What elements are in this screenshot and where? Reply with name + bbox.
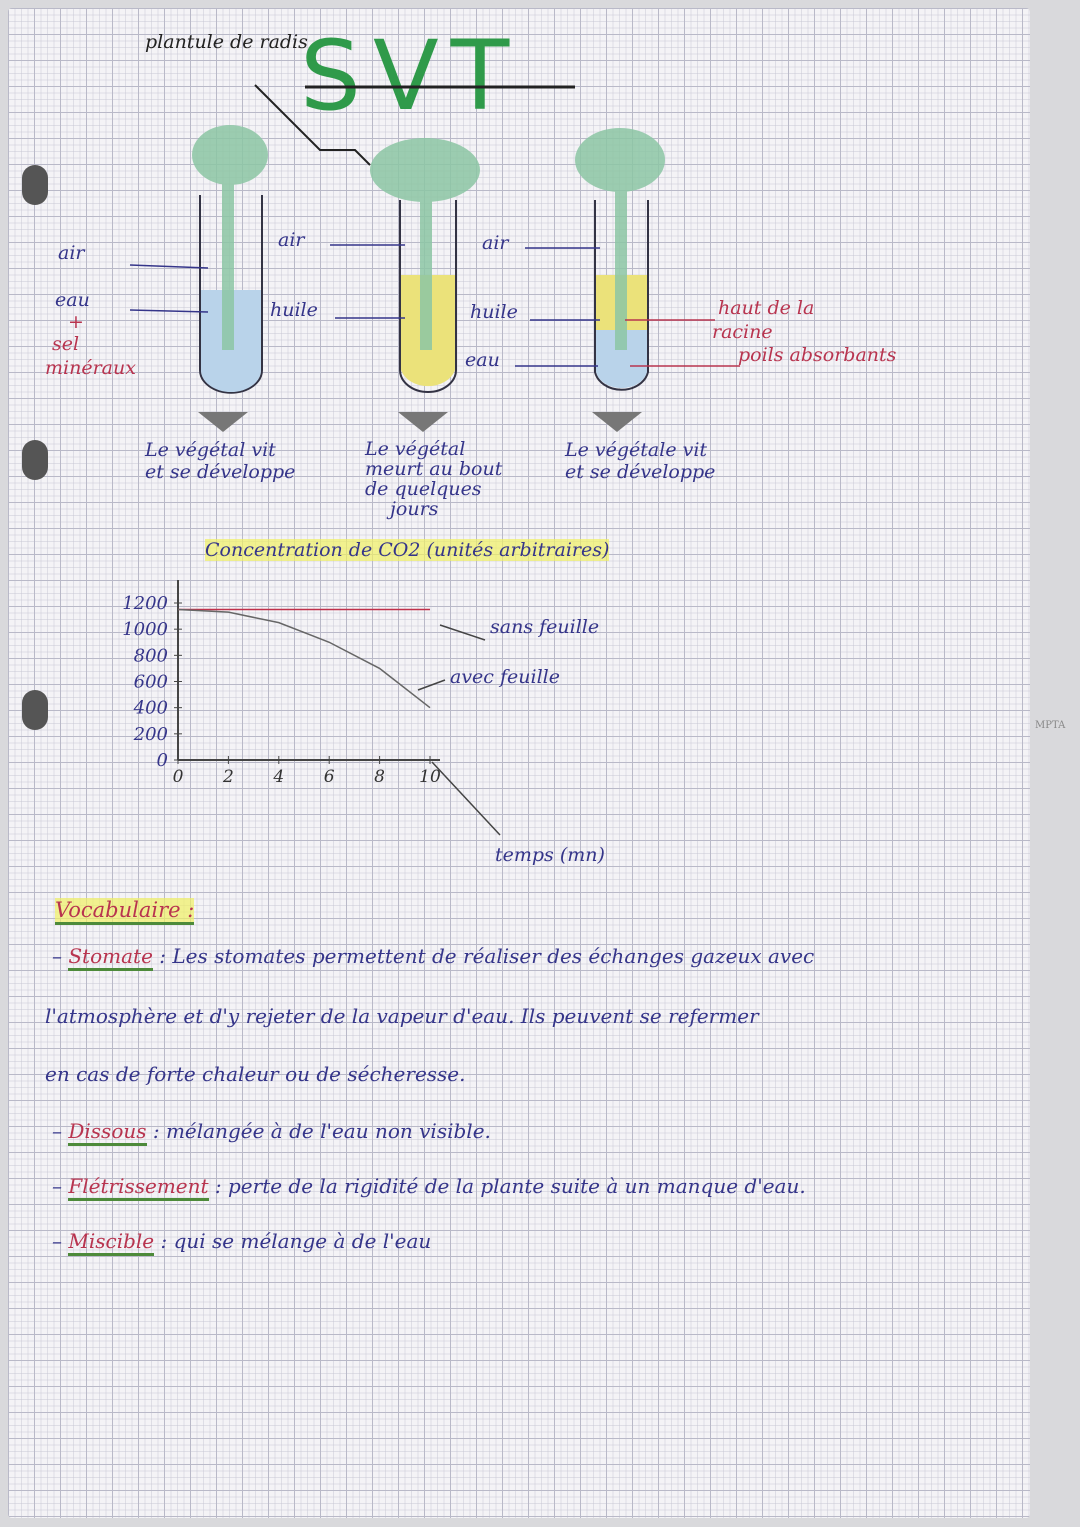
- label-haut-racine: haut de la: [718, 297, 815, 319]
- legend-pointer: [418, 680, 445, 690]
- x-tick-label: 4: [273, 767, 285, 787]
- label-plus: +: [68, 311, 84, 333]
- x-tick-label: 6: [323, 767, 335, 787]
- legend-avec-feuille: avec feuille: [450, 666, 560, 688]
- vocab-line: – Miscible : qui se mélange à de l'eau: [52, 1230, 431, 1253]
- label-huile: huile: [270, 299, 318, 321]
- vocab-definition: qui se mélange à de l'eau: [173, 1229, 432, 1253]
- legend-sans-feuille: sans feuille: [490, 616, 600, 638]
- vocab-definition: mélangée à de l'eau non visible.: [165, 1119, 491, 1143]
- vocab-term: Stomate: [68, 944, 153, 971]
- y-tick-label: 800: [133, 645, 168, 667]
- caption-tube-3: Le végétale vit et se développe: [565, 439, 716, 483]
- vocab-term: Dissous: [68, 1119, 146, 1146]
- y-tick-label: 1000: [122, 619, 168, 641]
- vocab-line: l'atmosphère et d'y rejeter de la vapeur d'eau. Ils peuvent se refermer: [45, 1004, 759, 1028]
- label-poils-absorbants: poils absorbants: [738, 344, 897, 366]
- vocab-term: Flétrissement: [68, 1174, 208, 1201]
- x-tick-label: 10: [419, 767, 441, 787]
- chart-title: Concentration de CO2 (unités arbitraires): [205, 539, 610, 561]
- series-line-avec-feuille: [178, 610, 430, 708]
- y-tick-label: 1200: [122, 593, 168, 614]
- label-air: air: [482, 232, 509, 254]
- vocab-definition: perte de la rigidité de la plante suite à un manque d'eau.: [228, 1174, 806, 1198]
- label-mineraux: minéraux: [45, 357, 136, 379]
- vocab-line: – Dissous : mélangée à de l'eau non visible.: [52, 1120, 491, 1143]
- x-tick-label: 0: [172, 767, 184, 787]
- y-tick-label: 400: [133, 697, 168, 719]
- vocab-definition: Les stomates permettent de réaliser des échanges gazeux avec: [172, 944, 815, 968]
- caption-tube-2: Le végétal meurt au bout de quelques jours: [365, 438, 503, 520]
- label-sel: sel: [52, 333, 80, 355]
- caption-tube-1: Le végétal vit et se développe: [145, 439, 296, 483]
- label-racine: racine: [712, 321, 773, 343]
- side-text: MPTA: [1035, 720, 1066, 731]
- label-huile: huile: [470, 301, 518, 323]
- y-tick-label: 600: [133, 671, 168, 693]
- legend-pointer: [440, 625, 485, 640]
- vocab-term: Miscible: [68, 1229, 154, 1256]
- y-tick-label: 200: [133, 723, 168, 745]
- plant-label: plantule de radis: [145, 31, 308, 53]
- label-air: air: [278, 229, 305, 251]
- vocab-line: – Flétrissement : perte de la rigidité de la plante suite à un manque d'eau.: [52, 1175, 806, 1198]
- y-tick-label: 0: [156, 750, 168, 771]
- vocab-heading: Vocabulaire :: [55, 898, 194, 922]
- label-air: air: [58, 242, 85, 264]
- label-eau: eau: [55, 289, 90, 311]
- vocab-line: – Stomate : Les stomates permettent de réaliser des échanges gazeux avec: [52, 945, 814, 968]
- x-axis-label: temps (mn): [495, 844, 605, 866]
- x-tick-label: 2: [222, 767, 234, 787]
- x-axis-arrow: [432, 762, 500, 835]
- x-tick-label: 8: [374, 767, 386, 787]
- page-title: SVT: [300, 20, 522, 132]
- vocab-line: en cas de forte chaleur ou de sécheresse.: [45, 1062, 466, 1086]
- label-eau: eau: [465, 349, 500, 371]
